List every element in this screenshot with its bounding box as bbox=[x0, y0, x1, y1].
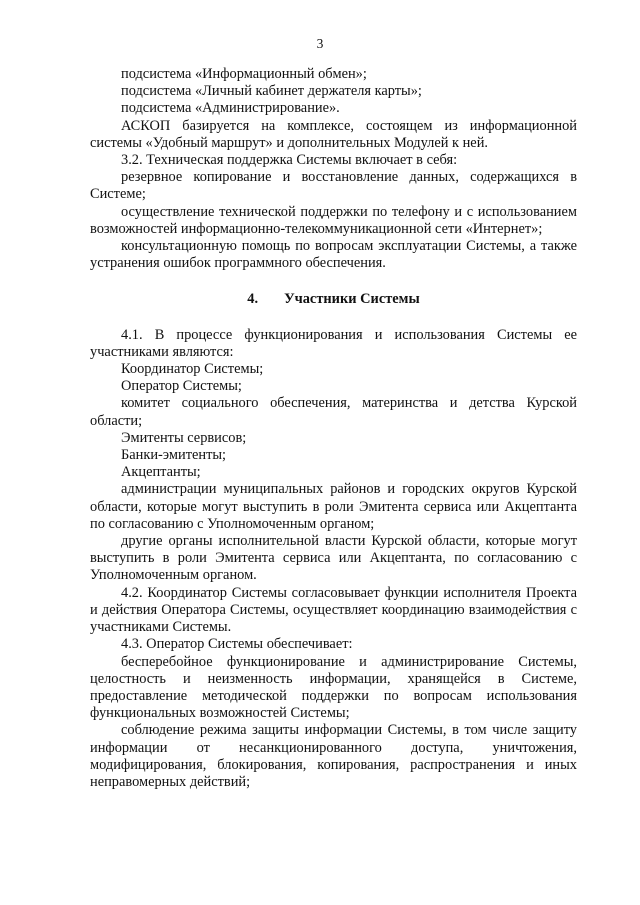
paragraph: 3.2. Техническая поддержка Системы включает в себя: bbox=[121, 152, 458, 169]
list-item: администрации муниципальных районов и городских округов Курской области, которые могут выступить в роли Эмитента сервиса или Акцептанта по согласованию с Уполномоченным органом; bbox=[90, 481, 577, 532]
list-item: подсистема «Администрирование». bbox=[121, 100, 340, 117]
list-item: осуществление технической поддержки по телефону и с использованием возможностей информационно-телекоммуникационной сети «Интернет»; bbox=[90, 203, 577, 237]
list-item: соблюдение режима защиты информации Системы, в том числе защиту информации от несанкционированного доступа, уничтожения, модифицирования, блокирования, копирования, распространения и иных неправомерных действий; bbox=[90, 722, 577, 790]
list-item: Оператор Системы; bbox=[121, 378, 242, 395]
list-item: резервное копирование и восстановление данных, содержащихся в Системе; bbox=[90, 169, 577, 203]
page-number: 3 bbox=[316, 36, 324, 51]
paragraph: 4.3. Оператор Системы обеспечивает: bbox=[121, 636, 353, 653]
paragraph: 4.2. Координатор Системы согласовывает функции исполнителя Проекта и действия Оператора Системы, осуществляет координацию взаимодействия с участниками Системы. bbox=[90, 584, 577, 636]
list-item: Координатор Системы; bbox=[121, 361, 264, 378]
section-heading bbox=[90, 291, 577, 308]
section-title: Участники Системы bbox=[284, 291, 420, 308]
list-item: консультационную помощь по вопросам эксплуатации Системы, а также устранения ошибок программного обеспечения. bbox=[90, 238, 577, 272]
list-item: бесперебойное функционирование и администрирование Системы, целостность и неизменность информации, хранящейся в Системе, предоставление методической поддержки по вопросам использования функциональных возможностей Системы; bbox=[90, 653, 577, 722]
list-item: Банки-эмитенты; bbox=[121, 447, 227, 464]
list-item: подсистема «Информационный обмен»; bbox=[121, 66, 367, 82]
document-body bbox=[90, 66, 577, 791]
list-item: другие органы исполнительной власти Курской области, которые могут выступить в роли Эмитента сервиса или Акцептанта, по согласованию с Уполномоченным органом. bbox=[90, 533, 577, 584]
paragraph: 4.1. В процессе функционирования и использования Системы ее участниками являются: bbox=[90, 326, 577, 360]
list-item: комитет социального обеспечения, материнства и детства Курской области; bbox=[90, 395, 577, 429]
list-item: подсистема «Личный кабинет держателя карты»; bbox=[121, 83, 422, 100]
section-number: 4. bbox=[247, 291, 259, 308]
list-item: Эмитенты сервисов; bbox=[121, 429, 247, 446]
list-item: Акцептанты; bbox=[121, 464, 201, 481]
paragraph: АСКОП базируется на комплексе, состоящем из информационной системы «Удобный маршрут» и дополнительных Модулей к ней. bbox=[90, 117, 577, 151]
